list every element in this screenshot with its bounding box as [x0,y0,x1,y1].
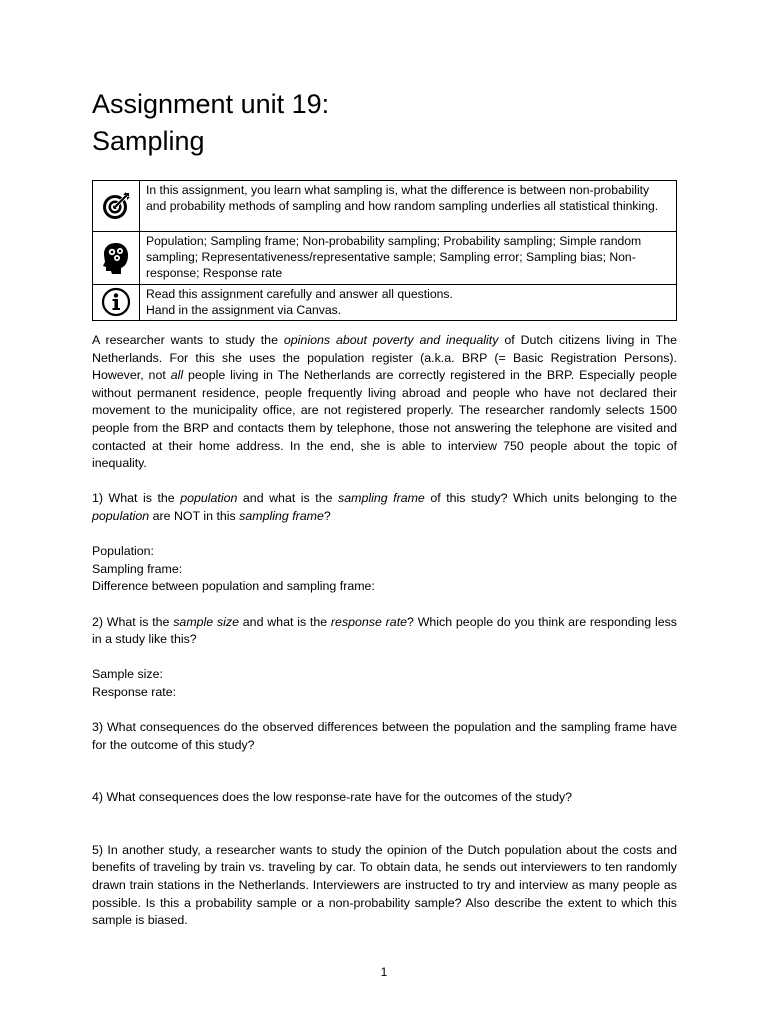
instruction-line-2: Hand in the assignment via Canvas. [146,302,342,317]
info-row-goals [93,181,677,232]
head-gears-icon [93,232,140,285]
answer-field-sampling-frame: Sampling frame: [92,561,183,576]
question-2: 2) What is the sample size and what is the response rate? Which people do you think are responding less in a study like this? [92,614,677,647]
info-row-concepts-text: Population; Sampling frame; Non-probability sampling; Probability sampling; Simple random sampling; Representativeness/representative sample; Sampling error; Sampling bias; Non-response; Response rate [140,232,677,285]
info-row-instructions [93,284,677,320]
title-line-2: Sampling [92,126,205,156]
info-table [92,180,677,321]
page-title [92,86,677,160]
answer-field-difference: Difference between population and sampling frame: [92,579,375,594]
instruction-line-1: Read this assignment carefully and answer all questions. [146,286,453,301]
info-icon [93,284,140,320]
target-icon [93,181,140,232]
info-row-concepts [93,232,677,285]
info-row-instructions-text [140,284,677,320]
answer-field-population: Population: [92,544,155,559]
assignment-body [92,332,677,930]
page-number: 1 [380,965,388,979]
title-line-1: Assignment unit 19: [92,89,330,119]
question-4: 4) What consequences does the low response-rate have for the outcomes of the study? [92,790,573,805]
question-3: 3) What consequences do the observed differences between the population and the sampling frame have for the outcome of this study? [92,720,677,752]
answer-field-sample-size: Sample size: [92,667,163,682]
answer-field-response-rate: Response rate: [92,684,177,699]
question-1: 1) What is the population and what is the sampling frame of this study? Which units belonging to the population are NOT in this sampling frame? [92,491,678,523]
question-5: 5) In another study, a researcher wants to study the opinion of the Dutch population about the costs and benefits of traveling by train vs. traveling by car. To obtain data, he sends out interviewers to ten randomly drawn train stations in the Netherlands. Interviewers are instructed to try and interview as many people as possible. Is this a probability sample or a non-probability sample? Also describe the extent to which this sample is biased. [92,842,677,928]
intro-paragraph: A researcher wants to study the opinions about poverty and inequality of Dutch citizens living in The Netherlands. For this she uses the population register (a.k.a. BRP (= Basic Registration Persons). However, not all people living in The Netherlands are correctly registered in the BRP. Especially people without permanent residence, people frequently living abroad and people who have not declared their movement to the municipality office, are not registered properly. The researcher randomly selects 1500 people from the BRP and contacts them by telephone, those not answering the telephone are visited and contacted at their home address. In the end, she is able to interview 750 people about the topic of inequality. [92,333,677,471]
info-row-goals-text: In this assignment, you learn what sampling is, what the difference is between non-probability and probability methods of sampling and how random sampling underlies all statistical thinking. [140,181,677,232]
